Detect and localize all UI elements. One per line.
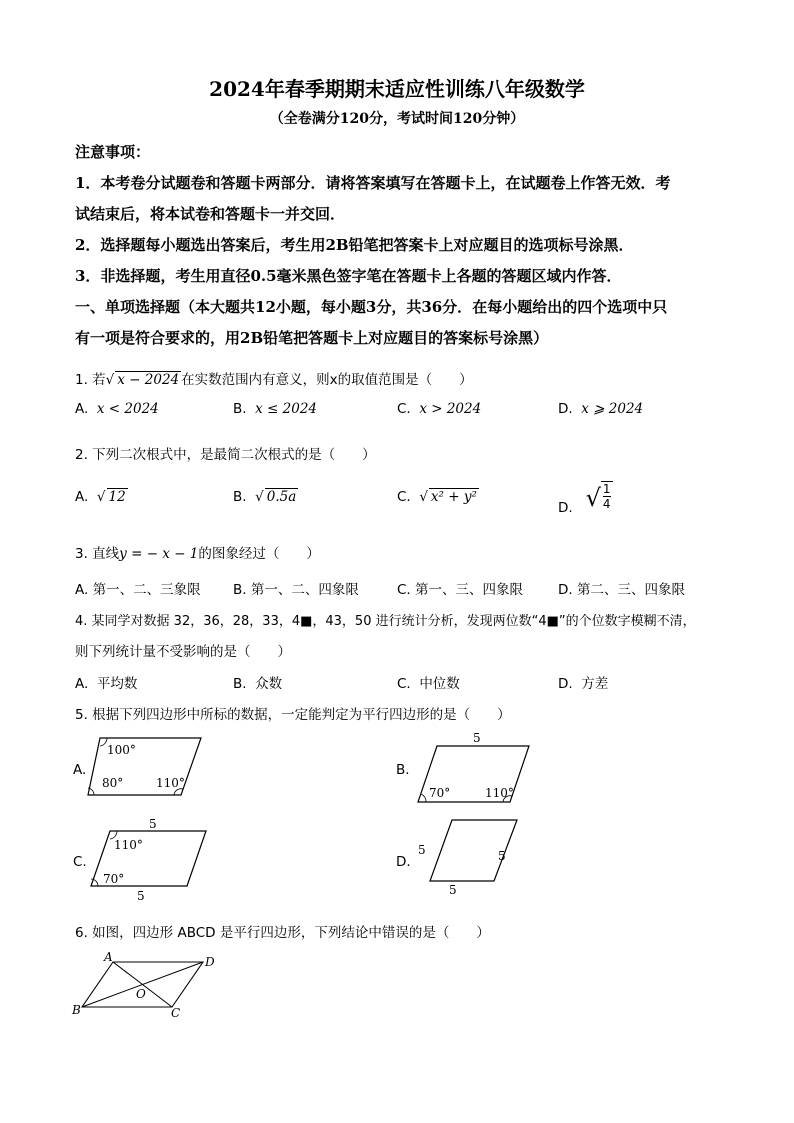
- q6-stem: 6. 如图，四边形 ABCD 是平行四边形，下列结论中错误的是（ ）: [75, 925, 490, 941]
- q6-label-d: D: [205, 955, 215, 969]
- q2-option-d[interactable]: D. √ $\frac{1}{4}$: [558, 482, 611, 516]
- q2-d-denominator: 4: [602, 497, 611, 511]
- q5-c-angle-1: 110°: [114, 838, 143, 852]
- note-line-3: 2．选择题每小题选出答案后，考生用2B铅笔把答案卡上对应题目的选项标号涂黑．: [75, 236, 634, 254]
- q1-option-d[interactable]: D. x ⩾ 2024: [558, 401, 644, 417]
- q5-a-angle-1: 100°: [107, 743, 136, 757]
- q3-option-c[interactable]: C. 第一、三、四象限: [397, 582, 524, 598]
- q5-b-angle-2: 110°: [485, 786, 514, 800]
- q5-a-angle-3: 110°: [156, 776, 185, 790]
- q4-option-c[interactable]: C. 中位数: [397, 676, 460, 692]
- q2-d-numerator: 1: [602, 482, 611, 496]
- q6-label-a: A: [104, 950, 113, 964]
- q3-option-a[interactable]: A. 第一、二、三象限: [75, 582, 201, 598]
- note-line-1: 1．本考卷分试题卷和答题卡两部分．请将答案填写在答题卡上，在试题卷上作答无效．考: [75, 174, 671, 192]
- q5-b-angle-1: 70°: [429, 786, 451, 800]
- q3-option-b[interactable]: B. 第一、二、四象限: [233, 582, 359, 598]
- page-subtitle: （全卷满分120分，考试时间120分钟）: [269, 111, 525, 127]
- q5-c-bottom-side: 5: [137, 889, 145, 903]
- q3-option-d[interactable]: D. 第二、三、四象限: [558, 582, 685, 598]
- note-line-4: 3．非选择题，考生用直径0.5毫米黑色签字笔在答题卡上各题的答题区域内作答．: [75, 267, 622, 285]
- q5-d-left-side: 5: [418, 843, 426, 857]
- q5-option-c-letter[interactable]: C.: [73, 854, 87, 870]
- q1-option-b[interactable]: B. x ≤ 2024: [233, 401, 318, 417]
- q6-label-c: C: [171, 1006, 181, 1020]
- q1-radicand: x − 2024: [117, 372, 180, 388]
- q1-option-c[interactable]: C. x > 2024: [397, 401, 482, 417]
- q5-figure-d: [428, 817, 520, 885]
- q1-stem: [75, 368, 473, 388]
- q5-option-b-letter[interactable]: B.: [396, 762, 410, 778]
- q1-option-a[interactable]: A. x < 2024: [75, 401, 159, 417]
- q5-option-a-letter[interactable]: A.: [73, 762, 87, 778]
- q2-option-c[interactable]: C. √ x² + y²: [397, 489, 477, 505]
- note-line-2: 试结束后，将本试卷和答题卡一并交回．: [75, 205, 346, 223]
- q5-d-bottom-side: 5: [449, 883, 457, 897]
- section-heading-line2: 有一项是符合要求的，用2B铅笔把答题卡上对应题目的答案标号涂黑）: [75, 329, 549, 347]
- q6-figure-parallelogram: [70, 950, 220, 1020]
- q3-stem: 3. 直线y = − x − 1的图象经过（ ）: [75, 546, 320, 562]
- notes-heading: 注意事项：: [75, 143, 151, 161]
- q4-option-d[interactable]: D. 方差: [558, 676, 609, 692]
- q5-a-angle-2: 80°: [102, 776, 124, 790]
- q2-stem: 2. 下列二次根式中，是最简二次根式的是（ ）: [75, 447, 376, 463]
- q5-option-d-letter[interactable]: D.: [396, 854, 411, 870]
- q5-b-top-side: 5: [473, 731, 481, 745]
- q6-label-b: B: [72, 1003, 81, 1017]
- q5-d-right-side: 5: [498, 849, 506, 863]
- q2-option-a[interactable]: A. √ 12: [75, 489, 126, 505]
- q4-stem-line1: 4. 某同学对数据 32，36，28，33，4■，43，50 进行统计分析，发现两位数“4■”的个位数字模糊不清，: [75, 614, 696, 629]
- q5-stem: 5. 根据下列四边形中所标的数据，一定能判定为平行四边形的是（ ）: [75, 707, 511, 723]
- q4-option-b[interactable]: B. 众数: [233, 676, 283, 692]
- q2-option-b[interactable]: B. √ 0.5a: [233, 489, 297, 505]
- q1-suffix: 在实数范围内有意义，则x的取值范围是（ ）: [181, 372, 473, 388]
- page-title: 2024年春季期期末适应性训练八年级数学: [209, 77, 585, 101]
- section-heading-line1: 一、单项选择题（本大题共12小题，每小题3分，共36分．在每小题给出的四个选项中只: [75, 298, 668, 316]
- q5-c-top-side: 5: [149, 817, 157, 831]
- q4-option-a[interactable]: A. 平均数: [75, 676, 138, 692]
- radical-sign: √: [105, 372, 115, 388]
- q3-expression: y = − x − 1: [119, 546, 199, 562]
- q5-c-angle-2: 70°: [103, 872, 125, 886]
- q4-stem-line2: 则下列统计量不受影响的是（ ）: [75, 644, 291, 660]
- q1-prefix: 1. 若: [75, 372, 106, 388]
- q5-figure-a: [86, 733, 210, 801]
- q6-label-o: O: [136, 987, 146, 1001]
